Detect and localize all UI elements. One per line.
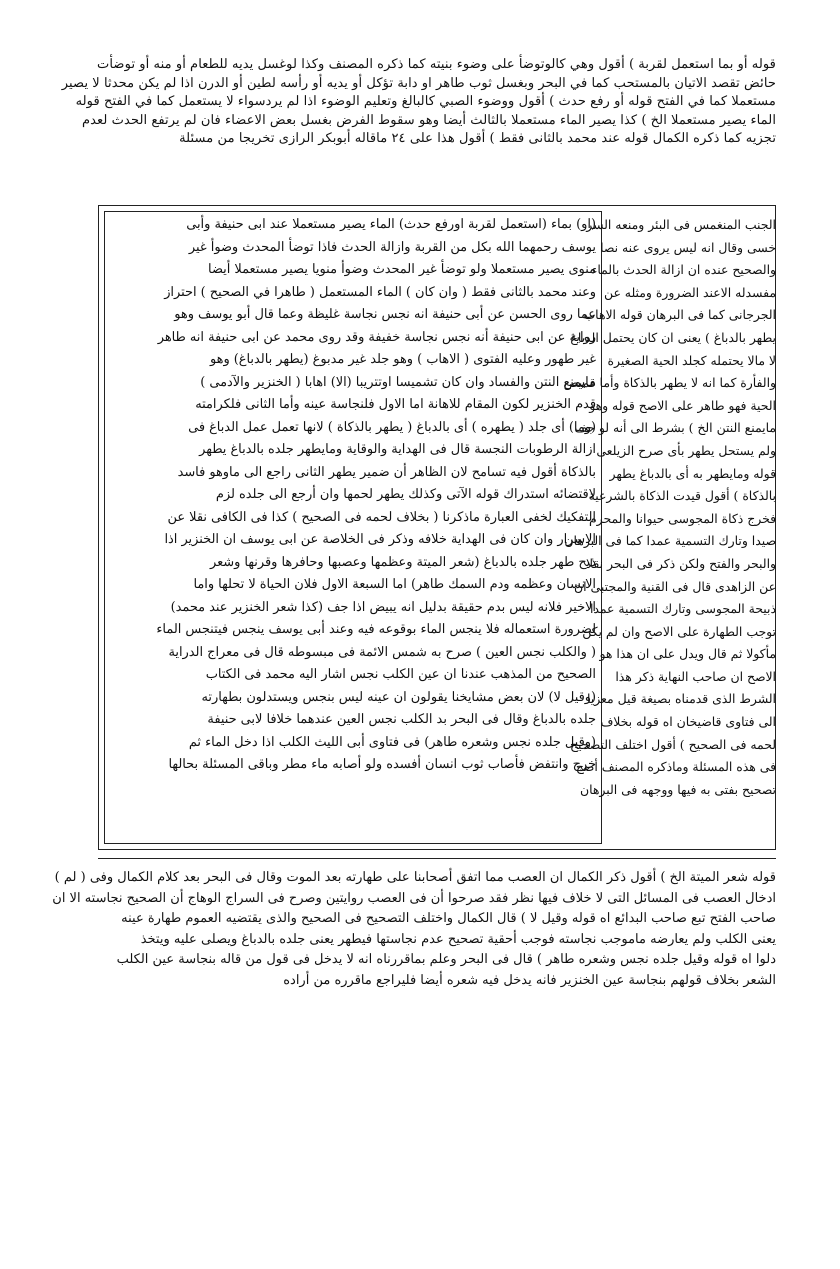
margin-commentary [563, 214, 776, 801]
margin-line: الى فتاوى قاضيخان اه قوله بخلاف [600, 714, 776, 730]
footer-line: قوله شعر الميتة الخ ) أقول ذكر الكمال ان العصب مما اتفق أصحابنا على طهارته بعد الموت وقال فى البحر بعد كلام الكمال وفى ( لم ) [54, 870, 776, 885]
main-text-line: الاسرار وان كان فى الهداية خلافه وذكر فى الخلاصة عن ابى يوسف ان الخنزير اذا [164, 532, 596, 547]
margin-line: قوله ومايطهر به أى بالدباغ يطهر [609, 465, 776, 481]
margin-line: لا مالا يحتمله كجلد الحية الصغيرة [607, 352, 776, 368]
main-text-line: الصحيح من المذهب عندنا ان عين الكلب نجس اشار اليه محمد فى الكتاب [205, 667, 596, 682]
main-text-line: (او) بماء (استعمل لقربة اورفع حدث) الماء يصير مستعملا عند ابى حنيفة وأبى [186, 217, 596, 232]
main-text-line: يوسف رحمهما الله بكل من القربة وازالة الحدث فاذا توضأ المحدث وضوأ غير [188, 239, 596, 255]
main-text-line: وعند محمد بالثانى فقط ( وان كان ) الماء المستعمل ( طاهرا في الصحيح ) احتراز [164, 284, 596, 300]
margin-line: تصحيح بفتى به فيها ووجهه فى البرهان [579, 781, 776, 797]
margin-line: مأكولا ثم قال ويدل على ان هذا هو [599, 646, 776, 662]
margin-line: مفسدله الاعند الضرورة ومثله عن [604, 284, 776, 300]
footer-line: دلوا اه قوله وقيل جلده نجس وشعره طاهر ) قال فى البحر وعلم بماقررناه انه لا يدخل فى قول من قاله بنجاسة عين الكلب [116, 952, 776, 968]
main-text-line: (وما) أى جلد ( يطهره ) أى بالدباغ ( يطهر بالذكاة ) لانها تعمل عمل الدباغ فى [188, 419, 596, 435]
margin-line: ولم يستحل يطهر بأى صرح الزيلعى [596, 442, 776, 458]
header-line: مستعملا كما في الفتح قوله أو رفع حدث ) أقول ووضوء الصبي كالبالغ وتعليم الوضوء اذا لم يردسواء لا يستعمل كما في الفتح قوله [75, 94, 776, 110]
margin-line: الحية فهو طاهر على الاصح قوله وهو [589, 397, 776, 413]
header-line: الماء يصير مستعملا الخ ) كذا يصير الماء مستعملا بالثالث أيضا وهو سقوط الفرض بغسل بعض الاعضاء فان لم يرتفع الحدث لعدم [81, 112, 776, 128]
main-text-line: الانسان وعظمه ودم السمك طاهر) اما السبعة الاول فلان الحياة لا تحلها واما [193, 577, 596, 592]
header-line: قوله أو بما استعمل لقربة ) أقول وهي كالوتوضأ على وضوء بنيته كما ذكره المصنف وكذا لوغسل يديه للطعام أو منه أو توضأت [97, 57, 776, 72]
main-text-line: رواية عن ابى حنيفة أنه نجس نجاسة خفيفة وقد روى محمد عن ابى حنيفة انه طاهر [157, 329, 596, 345]
margin-line: والصحيح عنده ان ازالة الحدث بالماء [591, 262, 776, 278]
header-line: حائض تقصد الاتيان بالمستحب كما في البحر وبغسل ثوب طاهر او دابة تؤكل أو يديه أو رأسه لطين أو الدرن اذا لم يكن محدثا لا يصير [61, 75, 776, 91]
main-text-line: غير طهور وعليه الفتوى ( الاهاب ) وهو جلد غير مدبوغ (يطهر بالدباغ) وهو [209, 352, 596, 367]
margin-line: ذبيحة المجوسى وتارك التسمية عمدا [589, 601, 776, 617]
margin-line: صيدا وتارك التسمية عمدا كما فى البرهان [564, 533, 776, 549]
main-text-line: قدم الخنزير لكون المقام للاهانة اما الاول فلنجاسة عينه وأما الثانى فلكرامته [195, 397, 596, 412]
main-text-line: (وقيل جلده نجس وشعره طاهر) فى فتاوى أبى الليث الكلب اذا دخل الماء ثم [188, 734, 596, 750]
margin-line: بالذكاة ) أقول قيدت الذكاة بالشرعية [588, 488, 776, 504]
margin-line: توجب الطهارة على الاصح وان لم يكن [582, 623, 776, 639]
main-text-line: ازالة الرطوبات النجسة قال فى الهداية والوقاية ومايطهر جلده بالدباغ يطهر [199, 442, 596, 457]
main-text-line: لضرورة استعماله فلا ينجس الماء بوقوعه فيه وعند أبى يوسف ينجس فيتنجس الماء [156, 622, 596, 637]
margin-line: والفأرة كما انه لا يطهر بالذكاة وأما قميص [563, 375, 776, 391]
main-text-line: ذبح طهر جلده بالدباغ (شعر الميتة وعظمها وعصبها وحافرها وقرنها وشعر [209, 554, 596, 570]
main-text-body [110, 214, 596, 777]
margin-line: الجرجانى كما فى البرهان قوله الاهاب [583, 307, 776, 323]
footer-line: يعنى الكلب ولم يعارضه ماموجب نجاسته فوجب أحقية تصحيح عدم نجاستها فيطهر يعنى جلده بالدباغ ويصلى عليه ويتخذ [140, 931, 776, 947]
main-text-line: مايمنع النتن والفساد وان كان تشميسا اوتتريبا (الا) اهابا ( الخنزير والآدمى ) [200, 374, 596, 390]
footer-commentary [52, 868, 776, 992]
footer-line: الشعر بخلاف قولهم بنجاسة عين الخنزير فانه يدخل فيه شعره أيضا فليراجع ماقرره من أراده [283, 972, 776, 988]
margin-line: مايمنع النتن الخ ) بشرط الى أنه لو جف [574, 420, 776, 436]
main-text-line: (وقيل لا) لان بعض مشايخنا يقولون ان عينه ليس بنجس ويستدلون بطهارته [201, 689, 596, 705]
main-text-line: خرج وانتفض فأصاب ثوب انسان أفسده ولو أصابه ماء مطر وباقى المسئلة بحالها [168, 757, 596, 772]
margin-line: لحمه فى الصحيح ) أقول اختلف التصحيح [570, 736, 776, 752]
margin-line: فخرج ذكاة المجوسى حيوانا والمحرم [588, 510, 776, 526]
margin-line: يطهر بالدباغ ) يعنى ان كان يحتمل الدباغ [570, 329, 776, 345]
main-text-line: ( والكلب نجس العين ) صرح به شمس الائمة فى مبسوطه قال فى معراج الدراية [168, 644, 596, 660]
main-text-line: بالذكاة أقول فيه تسامح لان الظاهر أن ضمير يطهر الثانى راجع الى ماوهو فاسد [177, 464, 596, 480]
bottom-divider [98, 858, 776, 859]
margin-line: عن الزاهدى قال فى القنية والمجتبى ان [574, 578, 776, 594]
main-text-line: الاخير فلانه ليس بدم حقيقة بدليل انه يبيض اذا جف (كذا شعر الخنزير عند محمد) [170, 599, 596, 615]
main-text-line: منوى يصير مستعملا ولو توضأ غير المحدث وضوأ منويا يصير مستعملا أيضا [208, 262, 596, 277]
margin-line: الجنب المنغمس فى البئر ومنعه السر [586, 217, 776, 232]
main-text-line: التفكيك لخفى العبارة ماذكرنا ( بخلاف لحمه فى الصحيح ) كذا فى الكافى نقلا عن [167, 509, 596, 525]
header-line: تجزيه كما ذكره الكمال قوله عند محمد بالثانى فقط ) أقول هذا على ٢٤ ماقاله أبوبكر الرازى تخريجا من مسئلة [179, 131, 776, 147]
header-commentary [61, 56, 776, 149]
footer-line: صاحب الفتح تبع صاحب البدائع اه قوله وقيل لا ) قال الكمال واختلف التصحيح فى الصحيح والذى يقتضيه العموم طهارة عينه [121, 911, 776, 927]
main-text-line: عما روى الحسن عن أبى حنيفة انه نجس نجاسة غليظة وعما قال أبو يوسف وهو [174, 307, 596, 322]
margin-line: خسى وقال انه ليس يروى عنه نصا [600, 239, 776, 255]
main-text-line: جلده بالدباغ وقال فى البحر بد الكلب نجس العين عندهما خلافا لابى حنيفة [207, 712, 596, 727]
main-text-line: لاقتضائه استدراك قوله الآتى وكذلك يطهر لحمها وان أرجع الى جلده لزم [215, 487, 596, 502]
margin-line: فى هذه المسئلة وماذكره المصنف أصح [575, 759, 776, 775]
footer-line: ادخال العصب فى المسائل التى لا خلاف فيها نظر فقد صرحوا أن فى العصب روايتين وصرح فى السراج الوهاج أن الصحيح نجاسته الا ان [52, 890, 776, 906]
margin-line: الاصح ان صاحب النهاية ذكر هذا [615, 668, 776, 684]
margin-line: والبحر والفتح ولكن ذكر فى البحر نقلا [585, 555, 776, 571]
margin-line: الشرط الذى قدمناه بصيغة قيل معزيا [586, 691, 776, 707]
